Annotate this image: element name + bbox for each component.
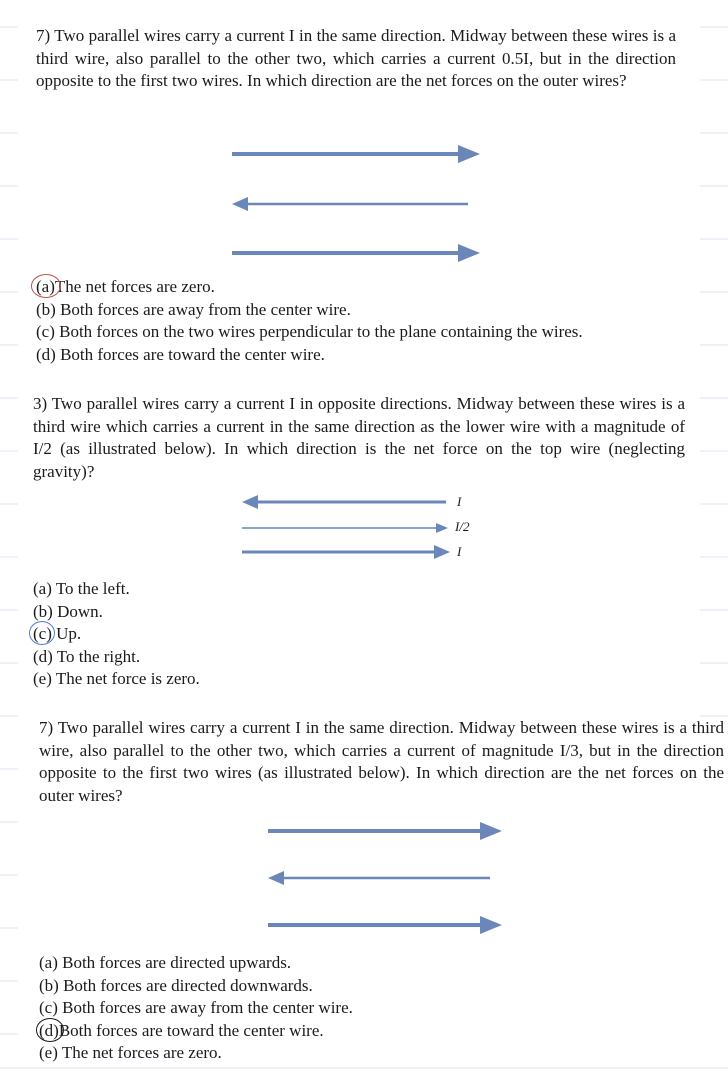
q1-question-text: 7) Two parallel wires carry a current I in the same direction. Midway between these wires is a third wire, also parallel to the other two, which carries a current 0.5I, but in the direction opposite to the first two wires. In which direction are the net forces on the outer wires? bbox=[36, 26, 676, 90]
q2-option-b[interactable] bbox=[33, 601, 433, 624]
q2-wire-label-middle: I/2 bbox=[455, 519, 470, 534]
q1-option-c[interactable] bbox=[36, 321, 696, 344]
q2-wire-top-left-arrow bbox=[242, 495, 446, 509]
q1-option-a-text: The net forces are zero. bbox=[54, 277, 215, 296]
q2-options bbox=[33, 578, 433, 691]
q3-wire-bottom-right-arrow bbox=[268, 916, 502, 934]
q1-option-b[interactable] bbox=[36, 299, 696, 322]
q3-options bbox=[39, 952, 539, 1065]
q2-wire-bottom-right-arrow bbox=[242, 545, 450, 559]
q3-option-c[interactable] bbox=[39, 997, 539, 1020]
q2-option-e[interactable] bbox=[33, 668, 433, 691]
q2-option-c[interactable] bbox=[33, 623, 433, 646]
q2-option-d[interactable] bbox=[33, 646, 433, 669]
q3-option-d-text: Both forces are toward the center wire. bbox=[58, 1020, 324, 1040]
q1-option-c-label: (c) bbox=[36, 322, 55, 341]
q1-option-d[interactable] bbox=[36, 344, 696, 367]
q3-option-b[interactable] bbox=[39, 975, 539, 998]
q3-wire-top-right-arrow bbox=[268, 822, 502, 840]
q1-wire-bottom-right-arrow bbox=[232, 244, 480, 262]
q1-option-d-text: Both forces are toward the center wire. bbox=[60, 344, 325, 364]
q2-option-b-label: (b) bbox=[33, 601, 53, 621]
q1-option-b-text: Both forces are away from the center wire. bbox=[60, 299, 351, 319]
answer-circle-mark bbox=[29, 621, 55, 645]
q2-option-d-label: (d) bbox=[33, 646, 53, 666]
q3-option-b-text: Both forces are directed downwards. bbox=[63, 975, 313, 995]
q2-option-e-label: (e) bbox=[33, 669, 52, 688]
q2-question-text: 3) Two parallel wires carry a current I in opposite directions. Midway between these wires is a third wire which carries a current in the same direction as the lower wire with a magnitude of I/2 (as illustrated below). In which direction is the net force on the top wire (neglecting gravity)? bbox=[33, 394, 685, 481]
q1-option-a[interactable] bbox=[36, 276, 696, 299]
answer-circle-mark bbox=[36, 1018, 64, 1042]
q1-wire-top-right-arrow bbox=[232, 145, 480, 163]
q3-option-a-text: Both forces are directed upwards. bbox=[62, 953, 292, 972]
q2-option-c-label: (c) bbox=[33, 623, 52, 646]
q1-wire-middle-left-arrow bbox=[232, 197, 468, 211]
q3-option-e-label: (e) bbox=[39, 1043, 58, 1062]
q3-option-c-label: (c) bbox=[39, 998, 58, 1017]
answer-circle-mark bbox=[31, 274, 61, 298]
q3-option-e[interactable] bbox=[39, 1042, 539, 1065]
q3-question-text: 7) Two parallel wires carry a current I in the same direction. Midway between these wires is a third wire, also parallel to the other two, which carries a current of magnitude I/3, but in the direction opposite to the first two wires (as illustrated below). In which direction are the net forces on the outer wires? bbox=[39, 718, 724, 805]
q2-wire-label-bottom: I bbox=[457, 544, 462, 559]
q2-option-a-text: To the left. bbox=[55, 579, 130, 598]
q2-wire-middle-right-arrow bbox=[242, 523, 448, 533]
q2-option-b-text: Down. bbox=[57, 601, 103, 621]
q2-option-a[interactable] bbox=[33, 578, 433, 601]
q3-option-a[interactable] bbox=[39, 952, 539, 975]
q2-option-e-text: The net force is zero. bbox=[55, 669, 200, 688]
q2-option-d-text: To the right. bbox=[56, 646, 141, 666]
q2-option-a-label: (a) bbox=[33, 579, 52, 598]
q1-option-b-label: (b) bbox=[36, 299, 56, 319]
q1-option-a-label: (a) bbox=[36, 276, 55, 299]
q2-wire-label-top: I bbox=[457, 494, 462, 509]
q3-option-b-label: (b) bbox=[39, 975, 59, 995]
q3-option-e-text: The net forces are zero. bbox=[61, 1043, 222, 1062]
q3-option-a-label: (a) bbox=[39, 953, 58, 972]
q3-option-c-text: Both forces are away from the center wire. bbox=[62, 998, 353, 1017]
q3-diagram bbox=[268, 822, 502, 934]
q1-diagram bbox=[232, 145, 480, 262]
q1-option-c-text: Both forces on the two wires perpendicular to the plane containing the wires. bbox=[59, 322, 583, 341]
q3-option-d[interactable] bbox=[39, 1020, 539, 1043]
q3-wire-middle-left-arrow bbox=[268, 871, 490, 885]
q3-option-d-label: (d) bbox=[39, 1020, 59, 1043]
q1-options bbox=[36, 276, 696, 366]
q2-option-c-text: Up. bbox=[56, 624, 82, 643]
q2-diagram bbox=[242, 495, 450, 559]
q1-option-d-label: (d) bbox=[36, 344, 56, 364]
